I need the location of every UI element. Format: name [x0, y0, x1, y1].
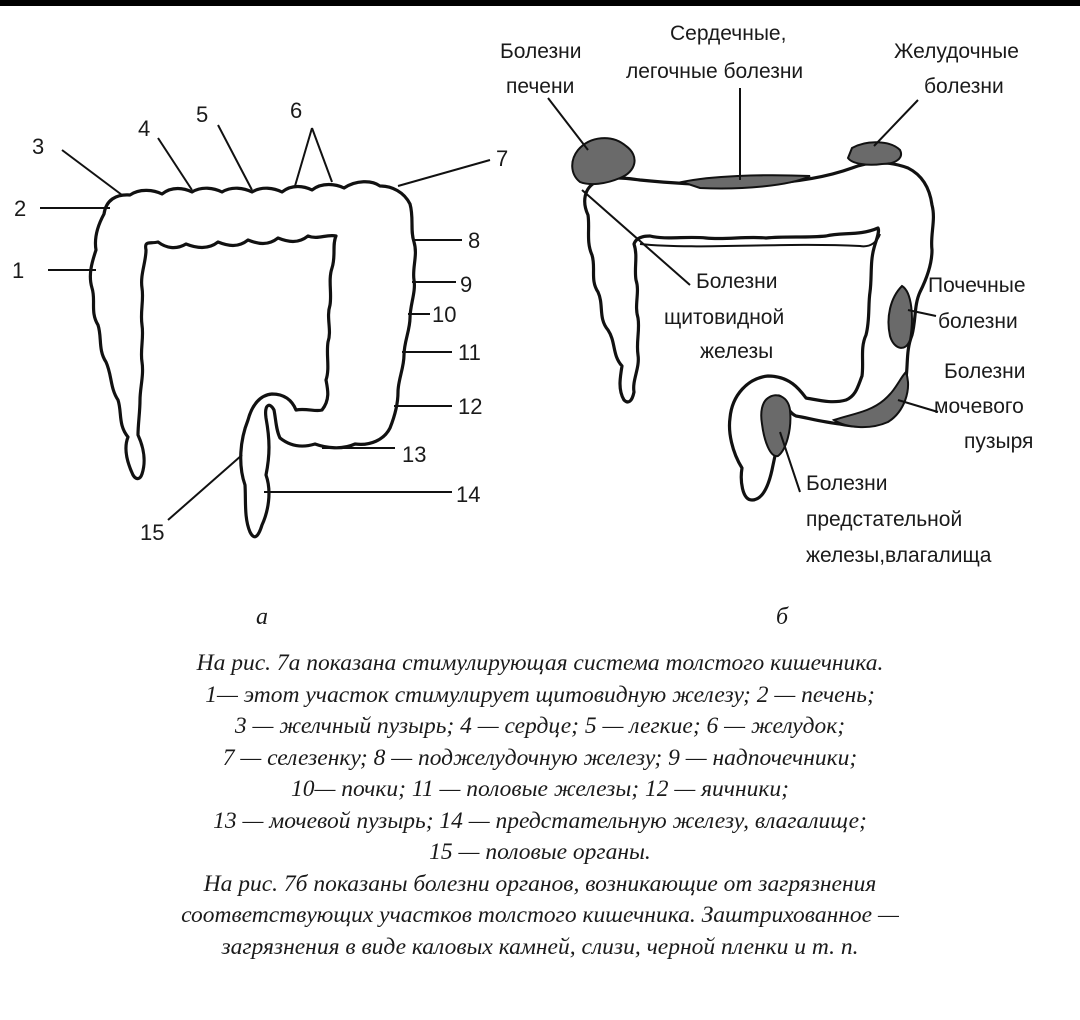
stomach-label-line-1: Желудочные — [894, 40, 1019, 63]
number-10: 10 — [432, 302, 457, 327]
figure-b-label: б — [776, 604, 789, 630]
stomach-label-line-2: болезни — [924, 75, 1004, 98]
number-1: 1 — [12, 258, 25, 283]
caption-line-8: На рис. 7б показаны болезни органов, возникающие от загрязнения — [203, 870, 877, 897]
number-6: 6 — [290, 98, 303, 123]
number-15: 15 — [140, 520, 165, 545]
number-2: 2 — [14, 196, 27, 221]
kidney-label-line-2: болезни — [938, 310, 1018, 333]
figure-a-label: а — [256, 604, 268, 630]
colon-outline-a — [90, 182, 415, 537]
caption-line-5: 10— почки; 11 — половые железы; 12 — яичники; — [291, 776, 789, 802]
caption-line-4: 7 — селезенку; 8 — поджелудочную железу; 9 — надпочечники; — [222, 744, 858, 771]
liver-label-line-2: печени — [506, 75, 575, 98]
caption-line-1: На рис. 7а показана стимулирующая система толстого кишечника. — [196, 650, 884, 676]
figure-a — [12, 98, 508, 630]
figure-b — [500, 22, 1033, 630]
heart-lung-label-line-1: Сердечные, — [670, 22, 787, 45]
caption-line-9: соответствующих участков толстого кишечника. Заштрихованное — — [181, 902, 899, 928]
number-14: 14 — [456, 482, 481, 507]
number-11: 11 — [458, 340, 481, 365]
number-9: 9 — [460, 272, 473, 297]
colon-outline-b — [585, 163, 934, 500]
number-8: 8 — [468, 228, 481, 253]
number-4: 4 — [138, 116, 151, 141]
thyroid-label-line-1: Болезни — [696, 270, 778, 293]
number-5: 5 — [196, 102, 209, 127]
prostate-label-line-2: предстательной — [806, 508, 963, 531]
caption-line-7: 15 — половые органы. — [429, 839, 651, 865]
thyroid-label-line-3: железы — [700, 340, 774, 363]
caption-line-6: 13 — мочевой пузырь; 14 — предстательную железу, влагалище; — [213, 807, 867, 834]
bladder-label-line-3: пузыря — [964, 430, 1034, 453]
bladder-label-line-2: мочевого — [934, 395, 1024, 418]
kidney-label-line-1: Почечные — [928, 274, 1026, 297]
number-13: 13 — [402, 442, 427, 467]
number-3: 3 — [32, 134, 45, 159]
prostate-label-line-1: Болезни — [806, 472, 888, 495]
bladder-label-line-1: Болезни — [944, 360, 1026, 383]
caption-line-10: загрязнения в виде каловых камней, слизи, черной пленки и т. п. — [221, 933, 859, 960]
heart-lung-label-line-2: легочные болезни — [626, 60, 804, 83]
liver-label-line-1: Болезни — [500, 40, 582, 63]
caption — [20, 648, 1060, 963]
number-12: 12 — [458, 394, 483, 419]
caption-line-3: 3 — желчный пузырь; 4 — сердце; 5 — легкие; 6 — желудок; — [234, 713, 846, 739]
prostate-label-line-3: железы,влагалища — [806, 544, 992, 567]
number-7: 7 — [496, 146, 509, 171]
caption-line-2: 1— этот участок стимулирует щитовидную железу; 2 — печень; — [205, 681, 875, 708]
thyroid-label-line-2: щитовидной — [664, 306, 785, 329]
